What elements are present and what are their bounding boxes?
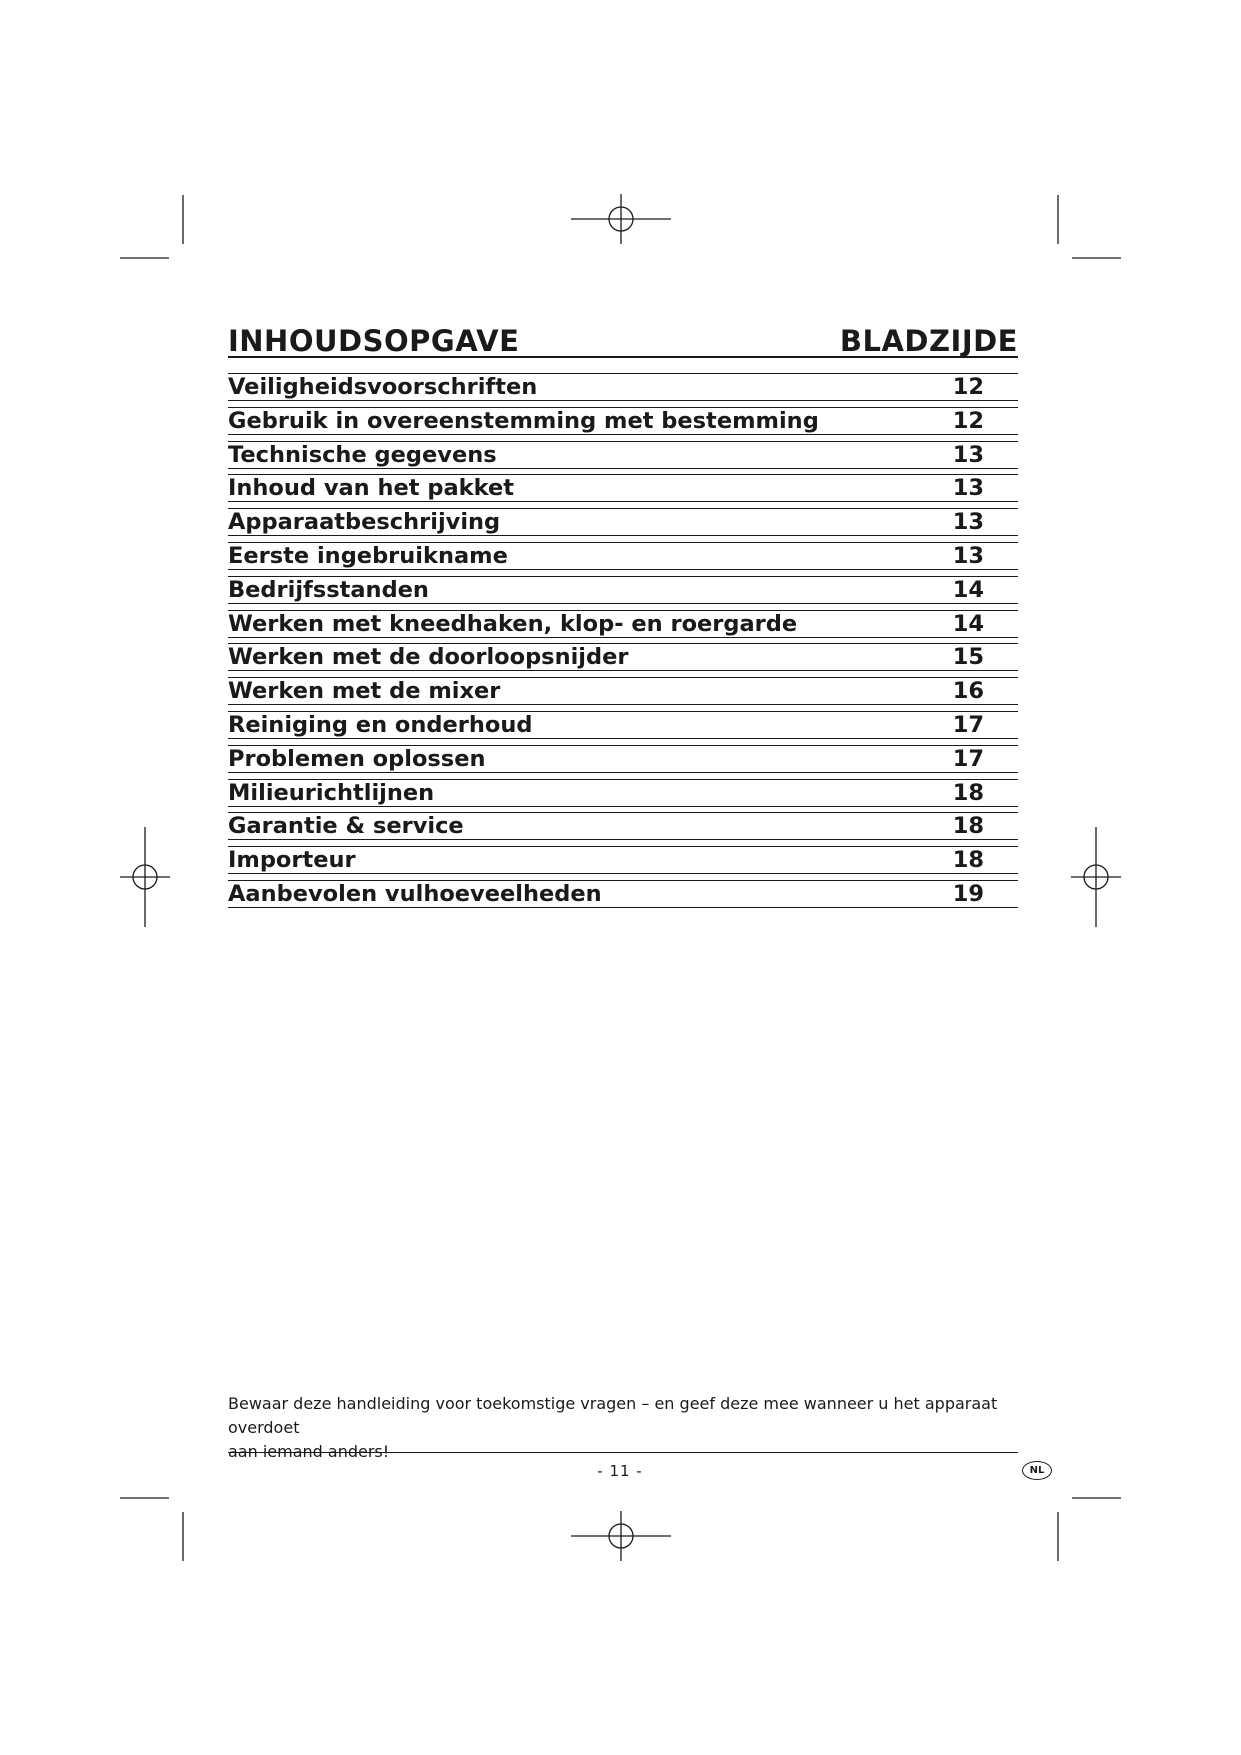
toc-entry-page: 15	[952, 644, 984, 671]
crop-mark-bottom-left	[120, 1498, 183, 1561]
toc-entry[interactable]	[228, 745, 1018, 773]
toc-entry-title: Werken met de doorloopsnijder	[228, 644, 629, 671]
crop-mark-top-right	[1058, 195, 1121, 258]
toc-entry[interactable]	[228, 812, 1018, 840]
toc-entry[interactable]	[228, 441, 1018, 469]
toc-entry-page: 17	[952, 711, 984, 738]
toc-entry[interactable]	[228, 542, 1018, 570]
toc-entry-title: Problemen oplossen	[228, 745, 486, 772]
toc-entry-page: 12	[952, 374, 984, 400]
toc-entry[interactable]	[228, 576, 1018, 604]
page-title: INHOUDSOPGAVE	[228, 324, 520, 358]
toc-entry-page: 18	[952, 847, 984, 874]
toc-entry-page: 17	[952, 745, 984, 772]
crop-mark-top-left	[120, 195, 183, 258]
toc-entry-title: Garantie & service	[228, 813, 464, 840]
toc-entry-page: 18	[952, 779, 984, 806]
registration-mark-bottom	[571, 1511, 671, 1561]
toc-entry-title: Importeur	[228, 847, 356, 874]
toc-entry-page: 13	[952, 509, 984, 536]
crop-mark-bottom-right	[1058, 1498, 1121, 1561]
footer-divider	[228, 1452, 1018, 1453]
toc-entry[interactable]	[228, 508, 1018, 536]
registration-mark-top	[571, 194, 671, 244]
language-badge: NL	[1022, 1461, 1052, 1480]
toc-entry-title: Aanbevolen vulhoeveelheden	[228, 880, 602, 907]
toc-entry-title: Apparaatbeschrijving	[228, 509, 501, 536]
toc-entry-page: 14	[952, 610, 984, 637]
toc-entry-title: Gebruik in overeenstemming met bestemming	[228, 407, 819, 434]
table-of-contents	[228, 318, 1018, 914]
toc-entry[interactable]	[228, 846, 1018, 874]
footer-note-line: aan iemand anders!	[228, 1442, 390, 1461]
toc-entry-page: 19	[952, 880, 984, 907]
toc-entry-title: Werken met de mixer	[228, 678, 501, 705]
toc-entry-title: Milieurichtlijnen	[228, 779, 435, 806]
registration-mark-left	[120, 827, 170, 927]
footer-note	[228, 1392, 1018, 1464]
toc-entry[interactable]	[228, 711, 1018, 739]
page-number: - 11 -	[597, 1462, 643, 1480]
page-column-label: BLADZIJDE	[839, 324, 1018, 358]
toc-entry[interactable]	[228, 677, 1018, 705]
toc-entry-title: Werken met kneedhaken, klop- en roergarde	[228, 610, 798, 637]
toc-entry[interactable]	[228, 880, 1018, 908]
toc-entry-title: Inhoud van het pakket	[228, 475, 515, 502]
toc-entry-page: 13	[952, 475, 984, 502]
footer-note-line: Bewaar deze handleiding voor toekomstige vragen – en geef deze mee wanneer u het apparaat overdoet	[228, 1394, 998, 1437]
registration-mark-right	[1071, 827, 1121, 927]
toc-entry[interactable]	[228, 474, 1018, 502]
toc-header	[228, 318, 1018, 358]
toc-list	[228, 373, 1018, 908]
toc-entry-title: Veiligheidsvoorschriften	[228, 374, 538, 400]
toc-entry-title: Bedrijfsstanden	[228, 576, 429, 603]
toc-entry[interactable]	[228, 610, 1018, 638]
toc-entry-title: Eerste ingebruikname	[228, 542, 508, 569]
toc-entry[interactable]	[228, 643, 1018, 671]
toc-entry-page: 13	[952, 542, 984, 569]
toc-entry-page: 14	[952, 576, 984, 603]
toc-entry-page: 16	[952, 678, 984, 705]
toc-entry-page: 13	[952, 441, 984, 468]
toc-entry[interactable]	[228, 779, 1018, 807]
toc-entry[interactable]	[228, 373, 1018, 401]
toc-entry-title: Technische gegevens	[228, 441, 497, 468]
toc-entry-page: 12	[952, 407, 984, 434]
toc-entry[interactable]	[228, 407, 1018, 435]
toc-entry-page: 18	[952, 813, 984, 840]
toc-entry-title: Reiniging en onderhoud	[228, 711, 533, 738]
